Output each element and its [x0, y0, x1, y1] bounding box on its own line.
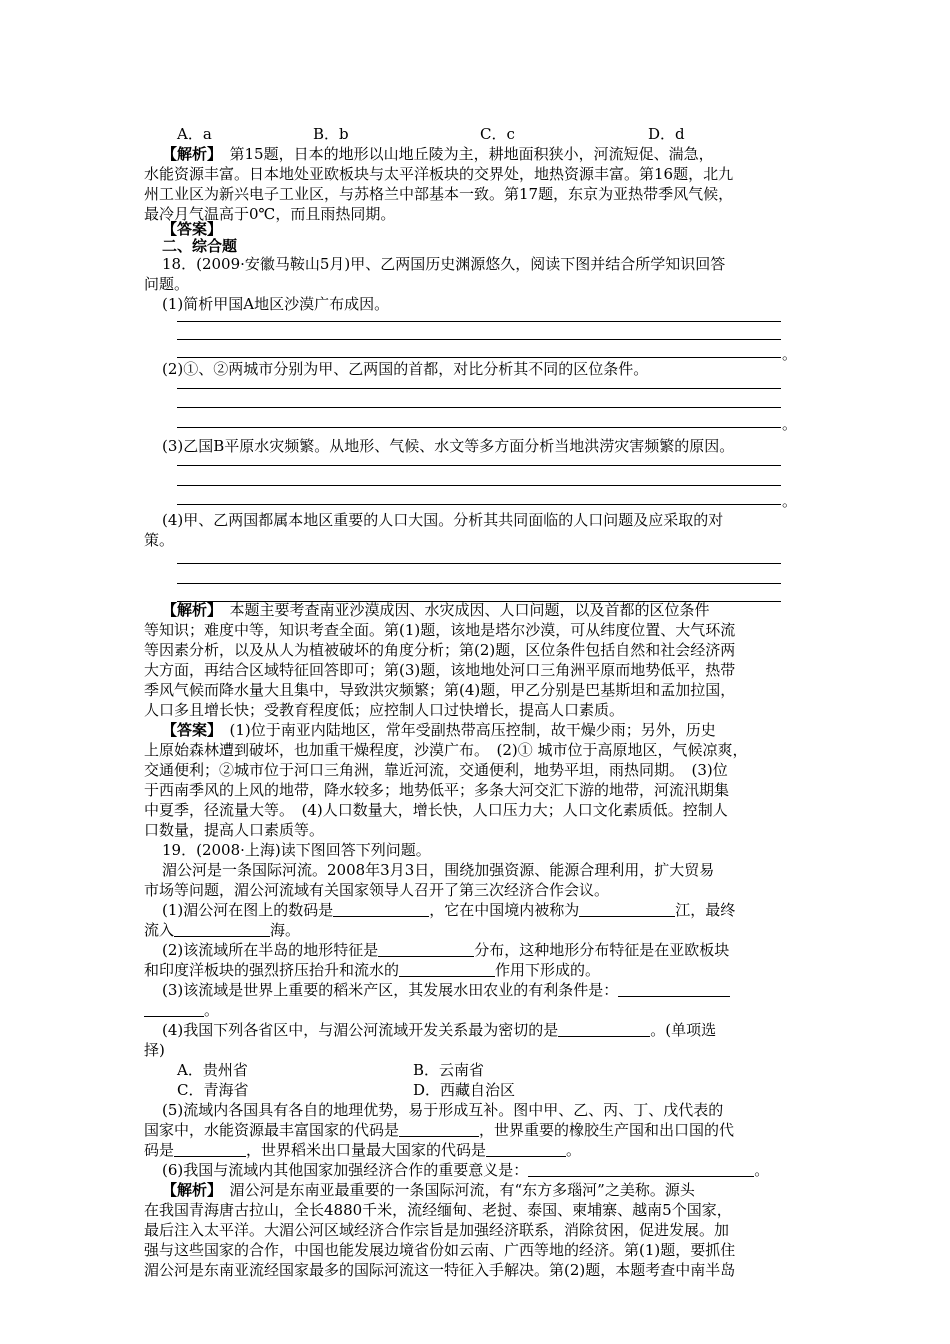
- part-text: 。(单项选: [650, 1021, 717, 1039]
- analysis-text: 州工业区为新兴电子工业区，与苏格兰中部基本一致。第17题，东京为亚热带季风气候，: [144, 185, 734, 203]
- fill-blank[interactable]: [579, 902, 675, 917]
- question-part: [144, 920, 300, 940]
- answer-line: [177, 407, 781, 408]
- answer-label: 【答案】: [162, 721, 215, 739]
- answer-line: [177, 504, 781, 505]
- question-intro: 湄公河是一条国际河流。2008年3月3日，围绕加强资源、能源合理利用，扩大贸易: [162, 861, 715, 879]
- part-text: 分布，这种地形分布特征是在亚欧板块: [474, 941, 730, 959]
- question-title: 19．(2008·上海)读下图回答下列问题。: [162, 841, 431, 859]
- analysis-text: 大方面，再结合区域特征回答即可；第(3)题，该地地处河口三角洲平原而地势低平，热带: [144, 661, 736, 679]
- question-part: (4)甲、乙两国都属本地区重要的人口大国。分析其共同面临的人口问题及应采取的对: [162, 511, 724, 529]
- fill-blank[interactable]: [144, 1002, 204, 1017]
- fill-blank[interactable]: [528, 1162, 754, 1177]
- part-text: 国家中，水能资源最丰富国家的代码是: [144, 1121, 400, 1139]
- answer-line: [177, 388, 781, 389]
- fill-blank[interactable]: [333, 902, 429, 917]
- fill-blank[interactable]: [558, 1022, 650, 1037]
- question-part: (3)乙国B平原水灾频繁。从地形、气候、水文等多方面分析当地洪涝灾害频繁的原因。: [162, 437, 735, 455]
- answer-text: 口数量，提高人口素质等。: [144, 821, 325, 839]
- option-a: A．贵州省: [177, 1061, 248, 1079]
- analysis-text: 最冷月气温高于0℃，而且雨热同期。: [144, 205, 396, 223]
- answer-text: 于西南季风的上风的地带，降水较多；地势低平；多条大河交汇下游的地带，河流汛期集: [144, 781, 730, 799]
- analysis-text: 等知识；难度中等，知识考查全面。第(1)题，该地是塔尔沙漠，可从纬度位置、大气环流: [144, 621, 736, 639]
- fill-blank[interactable]: [174, 922, 270, 937]
- answer-line: [177, 465, 781, 466]
- part-text: (6)我国与流域内其他国家加强经济合作的重要意义是：: [162, 1161, 529, 1179]
- period-mark: 。: [782, 415, 798, 433]
- section-title: 二、综合题: [162, 237, 238, 255]
- fill-blank[interactable]: [174, 1142, 246, 1157]
- answer-line: [177, 583, 781, 584]
- question-part: [144, 960, 600, 980]
- part-text: 和印度洋板块的强烈挤压抬升和流水的: [144, 961, 400, 979]
- question-intro: 18．(2009·安徽马鞍山5月)甲、乙两国历史渊源悠久，阅读下图并结合所学知识回答: [162, 255, 726, 273]
- analysis-label: 【解析】: [162, 145, 215, 163]
- fill-blank[interactable]: [486, 1142, 566, 1157]
- question-part: (1)简析甲国A地区沙漠广布成因。: [162, 295, 390, 313]
- answer-label: 【答案】: [162, 220, 223, 238]
- part-text: 。: [754, 1161, 770, 1179]
- analysis-text: 第15题，日本的地形以山地丘陵为主，耕地面积狭小，河流短促、湍急，: [214, 145, 714, 163]
- question-intro: 问题。: [144, 275, 190, 293]
- analysis-text: 等因素分析，以及从人为植被破坏的角度分析；第(2)题，区位条件包括自然和社会经济两: [144, 641, 736, 659]
- question-part: [144, 1000, 219, 1020]
- option-b: B．b: [313, 125, 349, 143]
- part-text: ，世界重要的橡胶生产国和出口国的代: [479, 1121, 735, 1139]
- analysis-label: 【解析】: [162, 601, 215, 619]
- answer-line: [177, 485, 781, 486]
- answer-line: [177, 357, 781, 358]
- answer-line: [177, 339, 781, 340]
- question-part: [162, 1160, 769, 1180]
- analysis-text: 强与这些国家的合作，中国也能发展边境省份如云南、广西等地的经济。第(1)题，要抓住: [144, 1241, 736, 1259]
- analysis-text: 在我国青海唐古拉山，全长4880千米，流经缅甸、老挝、泰国、柬埔寨、越南5个国家，: [144, 1201, 732, 1219]
- part-text: 。: [566, 1141, 582, 1159]
- option-b: B．云南省: [413, 1061, 485, 1079]
- part-text: 流入: [144, 921, 175, 939]
- part-text: ，世界稻米出口量最大国家的代码是: [246, 1141, 487, 1159]
- question-part: [162, 980, 730, 1000]
- question-part: 策。: [144, 531, 175, 549]
- analysis-text: 本题主要考查南亚沙漠成因、水灾成因、人口问题，以及首都的区位条件: [214, 601, 710, 619]
- analysis-block: [162, 1180, 695, 1200]
- fill-blank[interactable]: [399, 962, 495, 977]
- part-text: (2)该流域所在半岛的地形特征是: [162, 941, 379, 959]
- part-text: 作用下形成的。: [495, 961, 601, 979]
- question-part: 择): [144, 1041, 165, 1059]
- part-text: 海。: [270, 921, 301, 939]
- fill-blank[interactable]: [378, 942, 474, 957]
- option-c: C．c: [480, 125, 515, 143]
- analysis-text: 季风气候而降水量大且集中，导致洪灾频繁；第(4)题，甲乙分别是巴基斯坦和孟加拉国，: [144, 681, 736, 699]
- question-intro: 市场等问题，湄公河流域有关国家领导人召开了第三次经济合作会议。: [144, 881, 610, 899]
- option-d: D．d: [648, 125, 685, 143]
- analysis-text: 水能资源丰富。日本地处亚欧板块与太平洋板块的交界处，地热资源丰富。第16题，北九: [144, 165, 734, 183]
- question-part: [162, 1020, 716, 1040]
- part-text: 江，最终: [675, 901, 736, 919]
- analysis-text: 湄公河是东南亚最重要的一条国际河流，有“东方多瑙河”之美称。源头: [214, 1181, 695, 1199]
- answer-block: [162, 720, 716, 740]
- option-c: C．青海省: [177, 1081, 249, 1099]
- part-text: (1)湄公河在图上的数码是: [162, 901, 334, 919]
- part-text: ，它在中国境内被称为: [429, 901, 580, 919]
- option-a: A．a: [177, 125, 212, 143]
- question-part: (5)流域内各国具有各自的地理优势，易于形成互补。图中甲、乙、丙、丁、戊代表的: [162, 1101, 724, 1119]
- answer-text: 中夏季，径流量大等。 (4)人口数量大，增长快，人口压力大；人口文化素质低。控制人: [144, 801, 728, 819]
- question-part: [144, 1140, 581, 1160]
- answer-text: (1)位于南亚内陆地区，常年受副热带高压控制，故干燥少雨；另外，历史: [214, 721, 716, 739]
- fill-blank[interactable]: [399, 1122, 479, 1137]
- analysis-block: [162, 600, 710, 620]
- answer-line: [177, 563, 781, 564]
- answer-text: 上原始森林遭到破坏，也加重干燥程度，沙漠广布。 (2)① 城市位于高原地区，气候凉爽，: [144, 741, 748, 759]
- part-text: (3)该流域是世界上重要的稻米产区，其发展水田农业的有利条件是：: [162, 981, 619, 999]
- analysis-text: 人口多且增长快；受教育程度低；应控制人口过快增长，提高人口素质。: [144, 701, 625, 719]
- analysis-text: 湄公河是东南亚流经国家最多的国际河流这一特征入手解决。第(2)题，本题考查中南半岛: [144, 1261, 736, 1279]
- part-text: 。: [204, 1001, 220, 1019]
- question-part: [162, 940, 729, 960]
- part-text: 码是: [144, 1141, 175, 1159]
- answer-line: [177, 427, 781, 428]
- fill-blank[interactable]: [618, 982, 730, 997]
- answer-line: [177, 321, 781, 322]
- answer-text: 交通便利；②城市位于河口三角洲，靠近河流，交通便利，地势平坦，雨热同期。 (3)位: [144, 761, 728, 779]
- part-text: (4)我国下列各省区中，与湄公河流域开发关系最为密切的是: [162, 1021, 559, 1039]
- option-d: D．西藏自治区: [413, 1081, 516, 1099]
- question-part: (2)①、②两城市分别为甲、乙两国的首都，对比分析其不同的区位条件。: [162, 360, 649, 378]
- analysis-label: 【解析】: [162, 1181, 215, 1199]
- analysis-block: [162, 144, 714, 164]
- period-mark: 。: [782, 492, 798, 510]
- analysis-text: 最后注入太平洋。大湄公河区域经济合作宗旨是加强经济联系，消除贫困，促进发展。加: [144, 1221, 730, 1239]
- period-mark: 。: [782, 345, 798, 363]
- question-part: [144, 1120, 734, 1140]
- question-part: [162, 900, 735, 920]
